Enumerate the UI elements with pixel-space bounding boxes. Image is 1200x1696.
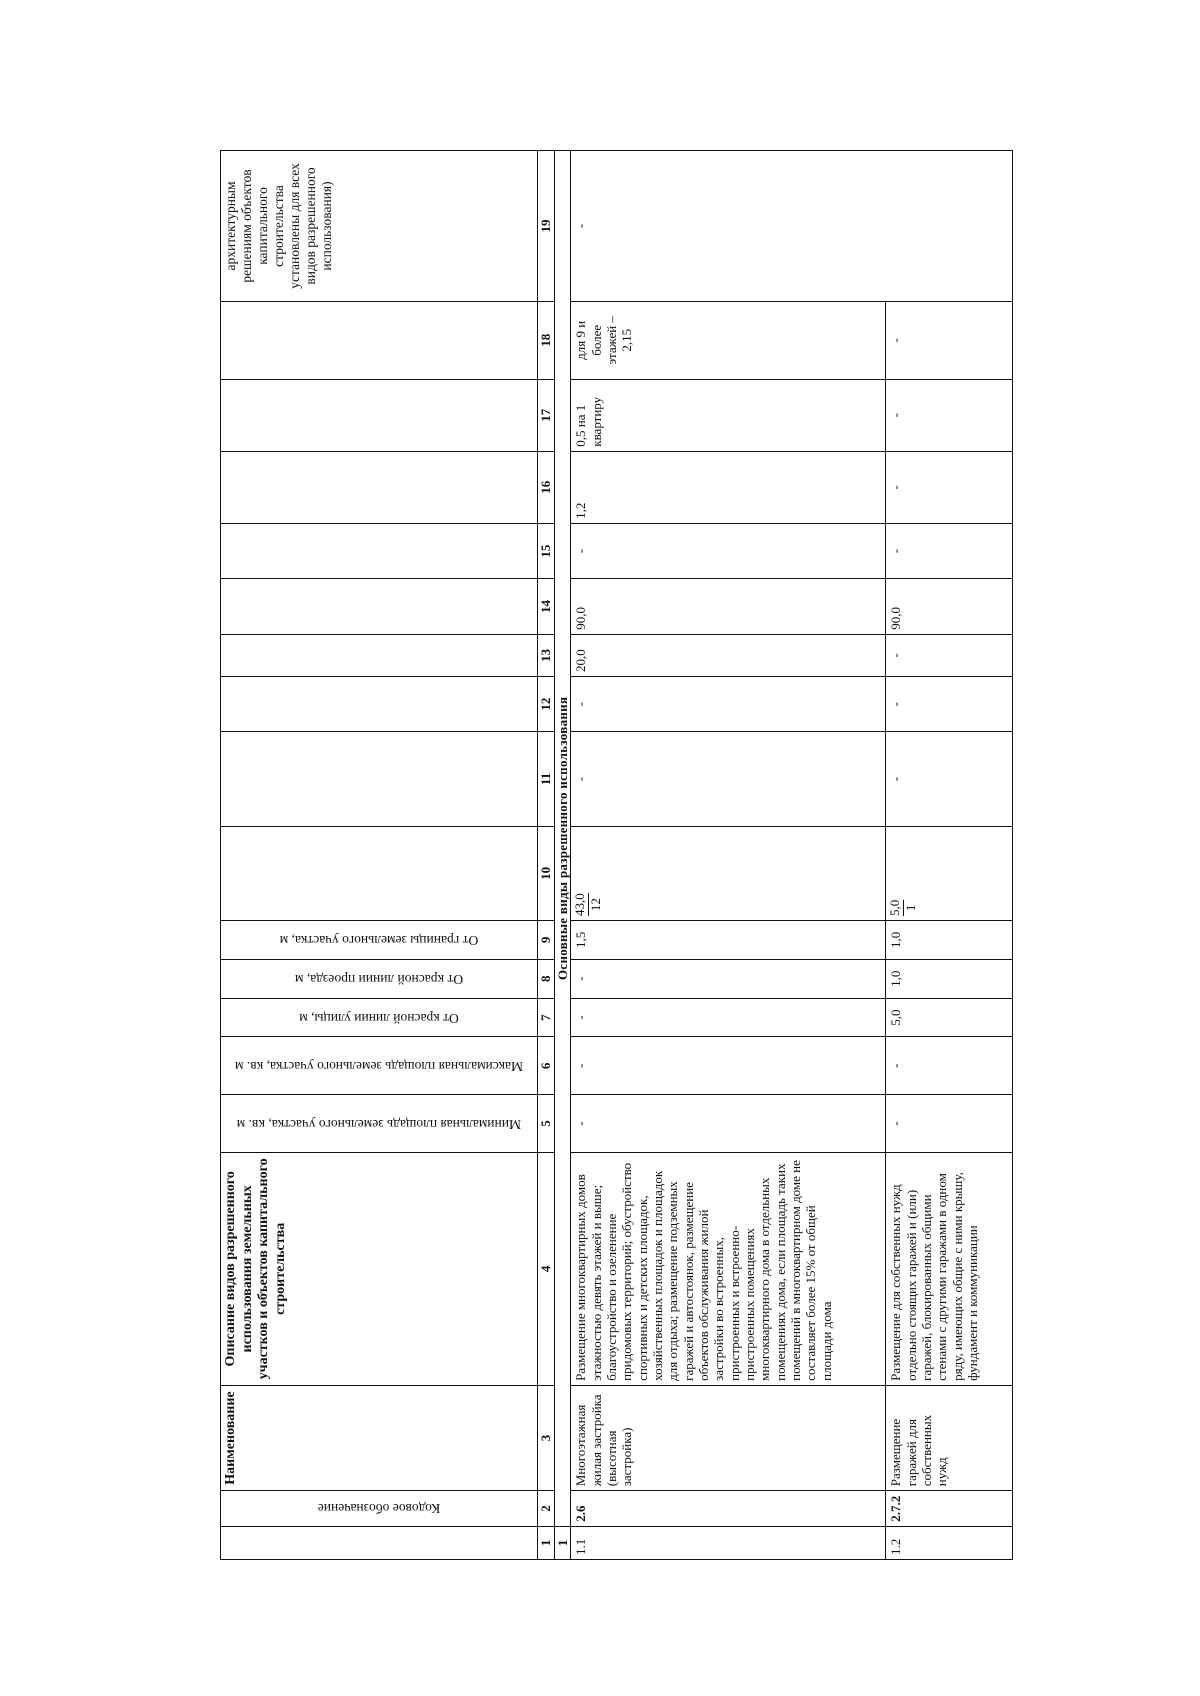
column-number: 1 (538, 1526, 555, 1559)
row-code: 2.6 (571, 1491, 886, 1527)
fraction-denominator: 1 (902, 904, 918, 912)
table-row (886, 151, 1013, 1560)
row-description: Размещение многоквартирных домов этажностью девять этажей и выше; благоустройство и озеленение придомовых территорий; обустройство спортивных и детских площадок, хозяйственных площадок и площадок для отдыха; размещение подземных гаражей и автостоянок, размещение объектов обслуживания жилой застройки во встроенных, пристроенных и встроенно-пристроенных помещениях многоквартирного дома в отдельных помещениях дома, если площадь таких помещений в многоквартирном доме не составляет более 15% от общей площади дома (571, 1152, 886, 1385)
column-number: 10 (538, 826, 555, 920)
cell-10 (886, 826, 1013, 920)
header-cell-plot-border (221, 921, 538, 960)
cell-12: - (886, 676, 1013, 731)
column-number: 13 (538, 634, 555, 676)
column-number: 2 (538, 1491, 555, 1527)
header-cell-max-area (221, 1037, 538, 1095)
column-number: 3 (538, 1385, 555, 1490)
column-number: 9 (538, 921, 555, 960)
cell-street-line: 5,0 (886, 998, 1013, 1037)
section-number: 1 (555, 1526, 571, 1559)
column-number-row (538, 151, 555, 1560)
cell-18: - (886, 301, 1013, 379)
header-cell-11 (221, 732, 538, 826)
cell-13: - (886, 634, 1013, 676)
column-number: 11 (538, 732, 555, 826)
header-cell-street-line (221, 998, 538, 1037)
header-cell-name: Наименование (221, 1385, 538, 1490)
cell-passage-line: - (571, 959, 886, 998)
header-cell-1 (221, 1526, 538, 1559)
column-number: 5 (538, 1095, 555, 1153)
header-max-area-label: Максимальная площадь земельного участка, кв. м (235, 1058, 523, 1074)
section-row (555, 151, 571, 1560)
header-cell-12 (221, 676, 538, 731)
column-number: 6 (538, 1037, 555, 1095)
header-cell-min-area (221, 1095, 538, 1153)
header-street-line-label: От красной линии улицы, м (299, 1010, 459, 1026)
section-title: Основные виды разрешенного использования (555, 151, 571, 1527)
cell-17: - (886, 379, 1013, 451)
fraction (573, 893, 603, 916)
header-cell-description: Описание видов разрешенного использования земельных участков и объектов капитального строительства (221, 1152, 538, 1385)
cell-13: 20,0 (571, 634, 886, 676)
column-number: 14 (538, 579, 555, 634)
row-name: Многоэтажная жилая застройка (высотная застройка) (571, 1385, 886, 1490)
rotated-table-container (220, 150, 1030, 1560)
cell-10 (571, 826, 886, 920)
column-number: 17 (538, 379, 555, 451)
row-number: 1.1 (571, 1526, 886, 1559)
fraction-numerator: 43,0 (572, 893, 588, 916)
cell-15: - (571, 523, 886, 578)
cell-street-line: - (571, 998, 886, 1037)
cell-passage-line: 1,0 (886, 959, 1013, 998)
cell-14: 90,0 (886, 579, 1013, 634)
cell-min-area: - (886, 1095, 1013, 1153)
row-name: Размещение гаражей для собственных нужд (886, 1385, 1013, 1490)
cell-14: 90,0 (571, 579, 886, 634)
column-number: 18 (538, 301, 555, 379)
table-header-row (221, 151, 538, 1560)
cell-max-area: - (886, 1037, 1013, 1095)
row-number: 1.2 (886, 1526, 1013, 1559)
header-cell-code (221, 1491, 538, 1527)
row-code: 2.7.2 (886, 1491, 1013, 1527)
header-cell-16 (221, 451, 538, 523)
column-number: 19 (538, 151, 555, 302)
cell-18: для 9 и более этажей – 2,15 (571, 301, 886, 379)
cell-16: 1,2 (571, 451, 886, 523)
header-min-area-label: Минимальная площадь земельного участка, кв. м (236, 1116, 522, 1132)
fraction (888, 900, 918, 916)
cell-plot-border: 1,5 (571, 921, 886, 960)
table-row (571, 151, 886, 1560)
column-number: 8 (538, 959, 555, 998)
row-description: Размещение для собственных нужд отдельно стоящих гаражей и (или) гаражей, блокированных общими стенами с другими гаражами в одном ряду, имеющих общие с ними крышу, фундамент и коммуникации (886, 1152, 1013, 1385)
header-cell-14 (221, 579, 538, 634)
cell-min-area: - (571, 1095, 886, 1153)
cell-12: - (571, 676, 886, 731)
header-cell-17 (221, 379, 538, 451)
cell-max-area: - (571, 1037, 886, 1095)
zoning-regulations-table (220, 150, 1013, 1560)
cell-plot-border: 1,0 (886, 921, 1013, 960)
header-plot-border-label: От границы земельного участка, м (279, 932, 479, 948)
column-number: 4 (538, 1152, 555, 1385)
header-cell-passage-line (221, 959, 538, 998)
column-number: 12 (538, 676, 555, 731)
cell-17: 0,5 на 1 квартиру (571, 379, 886, 451)
header-cell-15 (221, 523, 538, 578)
column-number: 7 (538, 998, 555, 1037)
header-cell-architecture-note: архитектурным решениям объектов капитального строительства установлены для всех видов разрешенного использования) (221, 151, 538, 302)
header-cell-10 (221, 826, 538, 920)
column-number: 15 (538, 523, 555, 578)
fraction-numerator: 5,0 (887, 899, 903, 916)
column-number: 16 (538, 451, 555, 523)
fraction-denominator: 12 (587, 898, 603, 912)
cell-11: - (886, 732, 1013, 826)
cell-11: - (571, 732, 886, 826)
cell-15: - (886, 523, 1013, 578)
header-cell-18 (221, 301, 538, 379)
cell-19: - (571, 151, 1013, 302)
header-code-label: Кодовое обозначение (317, 1501, 441, 1517)
cell-16: - (886, 451, 1013, 523)
header-passage-line-label: От красной линии проезда, м (294, 971, 464, 987)
header-cell-13 (221, 634, 538, 676)
